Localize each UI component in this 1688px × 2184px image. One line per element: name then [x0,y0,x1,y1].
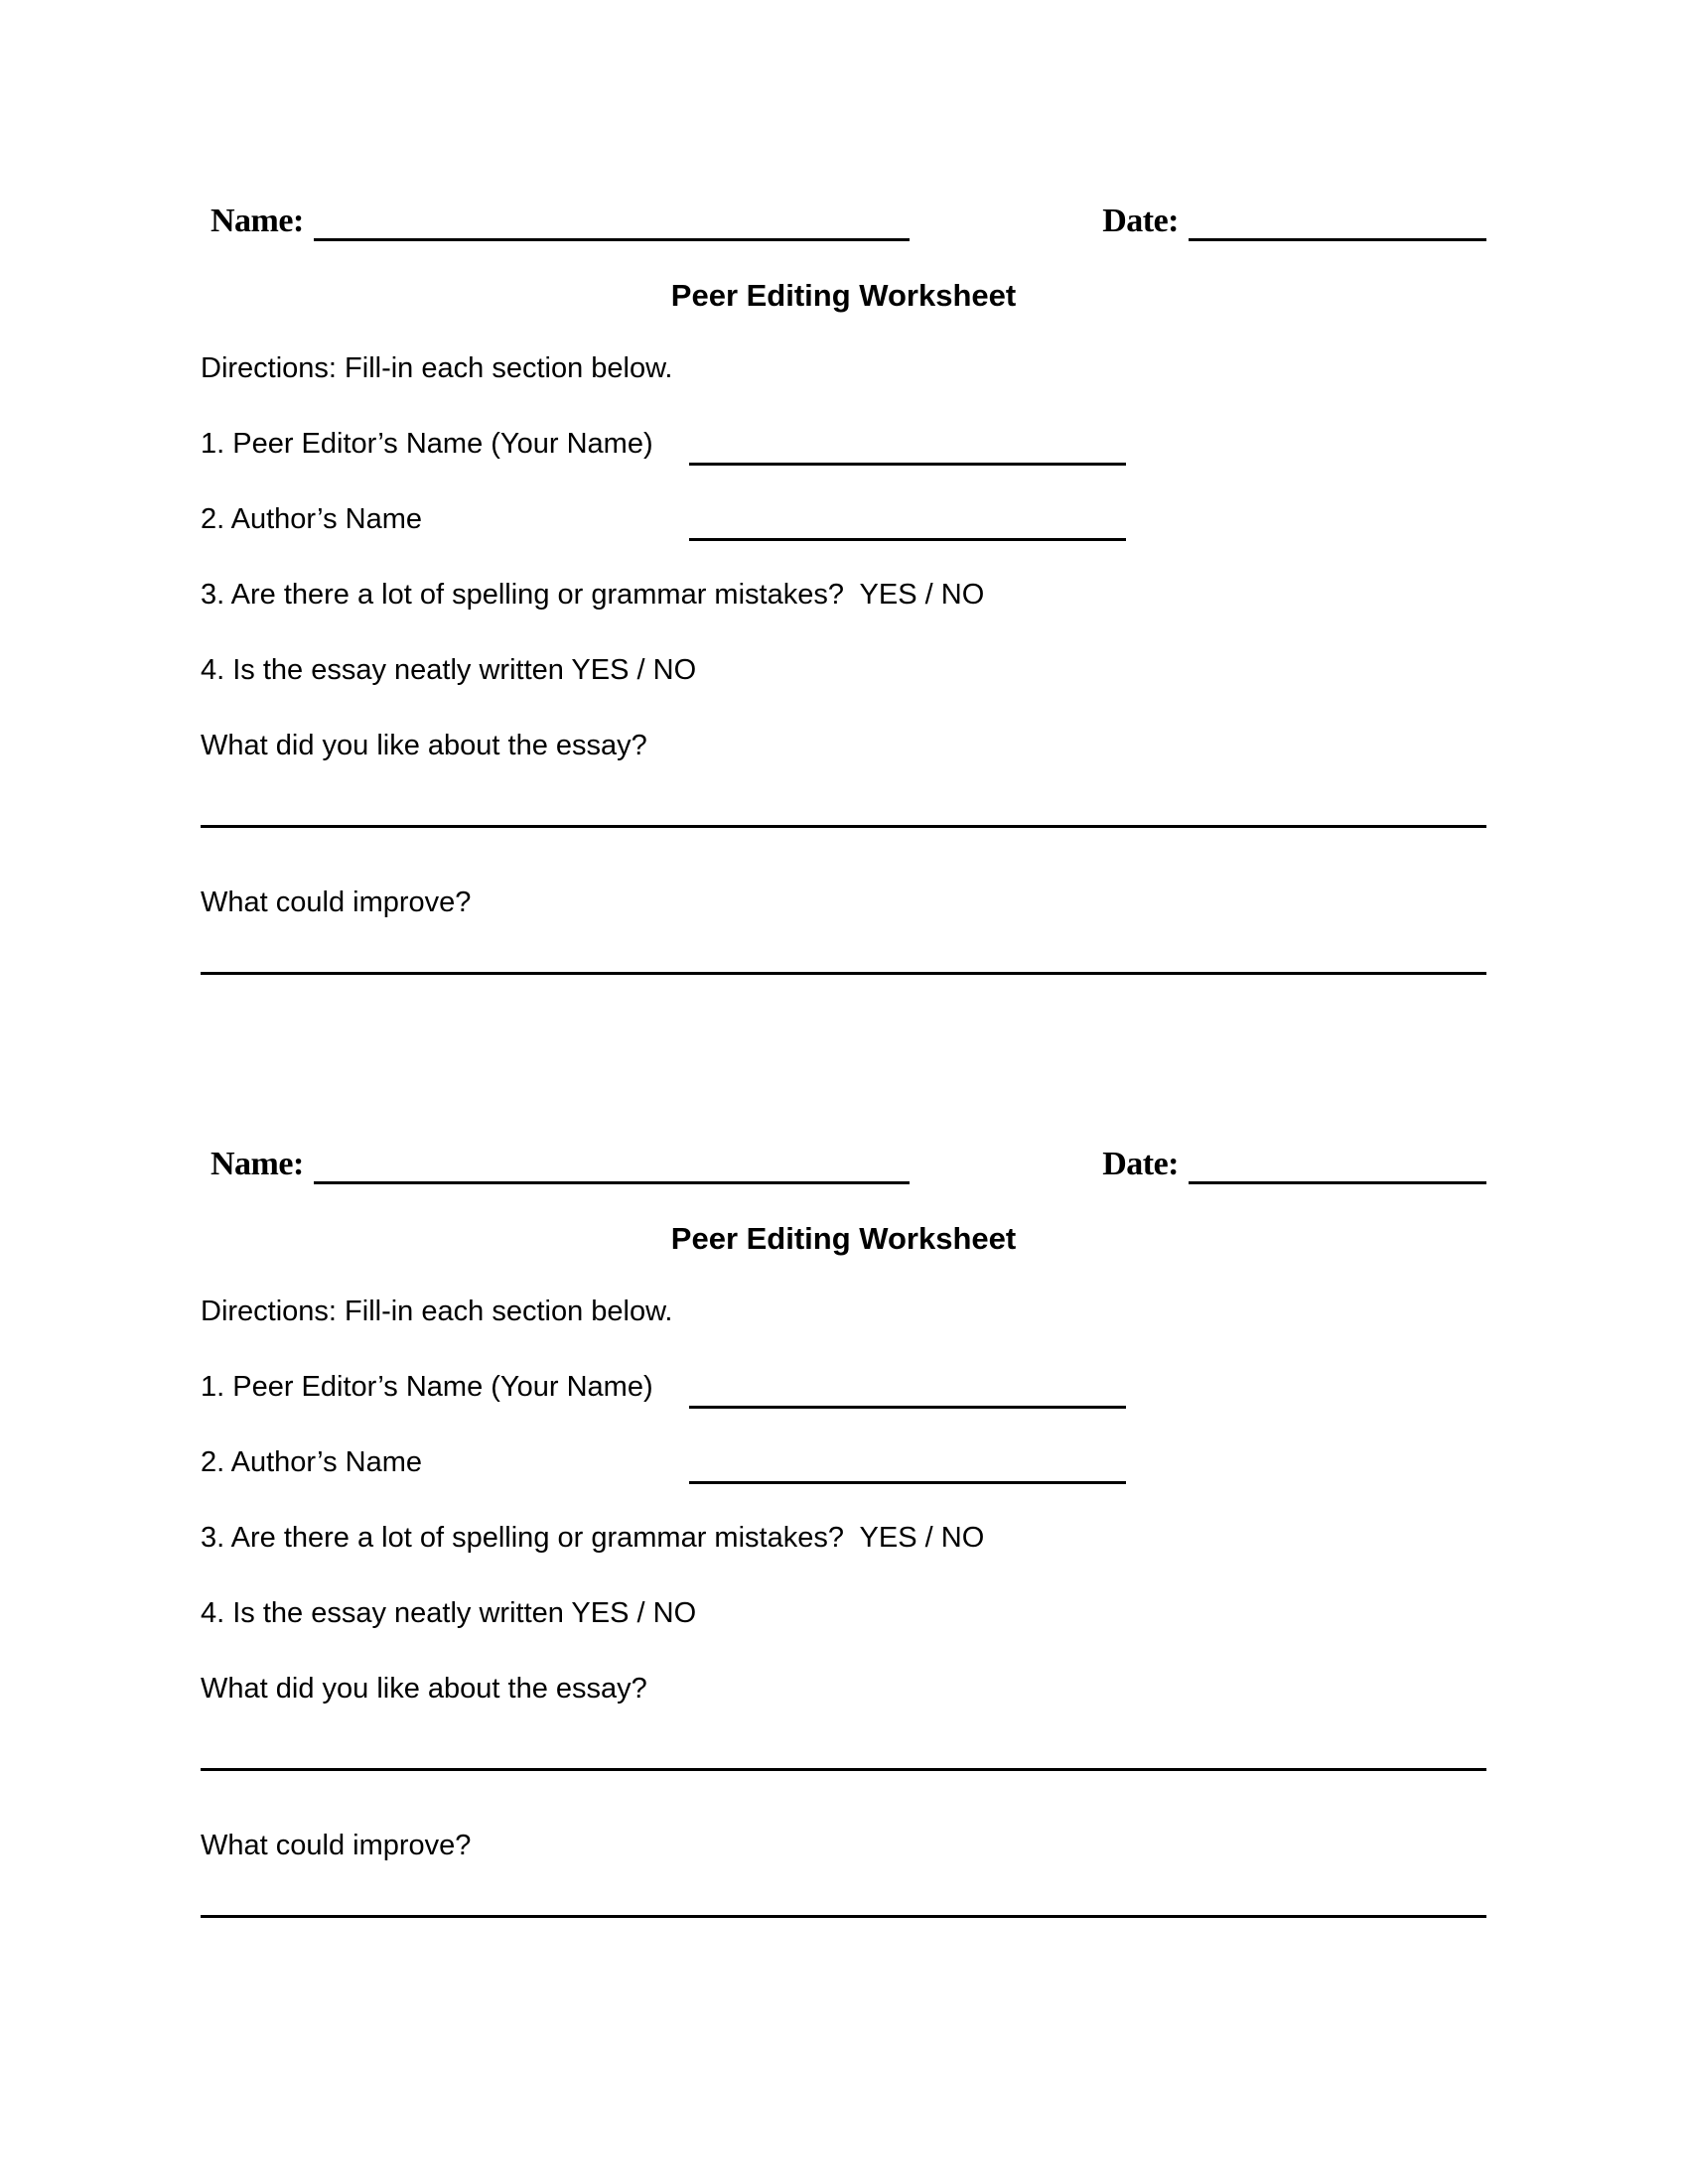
worksheet-item [201,426,1486,462]
item-label: 3. Are there a lot of spelling or grammar mistakes? YES / NO [201,579,985,611]
name-label: Name: [211,1146,304,1182]
item-label: 4. Is the essay neatly written YES / NO [201,1597,697,1629]
question-label: What could improve? [201,1830,472,1861]
date-blank-line [1189,1142,1486,1184]
question-like [201,728,1486,763]
worksheet-section [201,1142,1486,1918]
worksheet-item [201,1369,1486,1405]
question-label: What could improve? [201,887,472,918]
worksheet-item [201,501,1486,537]
item-label: 2. Author’s Name [201,503,422,535]
name-blank-line [314,199,910,241]
question-improve [201,885,1486,920]
directions-text: Directions: Fill-in each section below. [201,1296,673,1327]
worksheet-item [201,1520,1486,1556]
name-label: Name: [211,203,304,239]
item-blank-line [689,463,1126,466]
worksheet-item [201,577,1486,613]
worksheet-item [201,652,1486,688]
question-label: What did you like about the essay? [201,1673,647,1705]
worksheet-section [201,199,1486,975]
item-label: 3. Are there a lot of spelling or grammar mistakes? YES / NO [201,1522,985,1554]
answer-blank-line [201,1915,1486,1918]
item-blank-line [689,1406,1126,1409]
item-label: 1. Peer Editor’s Name (Your Name) [201,1371,653,1403]
question-improve [201,1828,1486,1863]
answer-blank-line [201,1768,1486,1771]
worksheet-title: Peer Editing Worksheet [670,278,1017,313]
name-blank-line [314,1142,910,1184]
item-label: 4. Is the essay neatly written YES / NO [201,654,697,686]
question-like [201,1671,1486,1706]
item-label: 2. Author’s Name [201,1446,422,1478]
date-blank-line [1189,199,1486,241]
header-row [201,199,1486,241]
answer-blank-line [201,825,1486,828]
answer-blank-line [201,972,1486,975]
directions-text: Directions: Fill-in each section below. [201,352,673,384]
worksheet-item [201,1444,1486,1480]
date-label: Date: [1102,1146,1179,1182]
item-label: 1. Peer Editor’s Name (Your Name) [201,428,653,460]
header-row [201,1142,1486,1184]
date-label: Date: [1102,203,1179,239]
item-blank-line [689,1481,1126,1484]
item-blank-line [689,538,1126,541]
worksheet-item [201,1595,1486,1631]
worksheet-title: Peer Editing Worksheet [670,1221,1017,1256]
question-label: What did you like about the essay? [201,730,647,761]
